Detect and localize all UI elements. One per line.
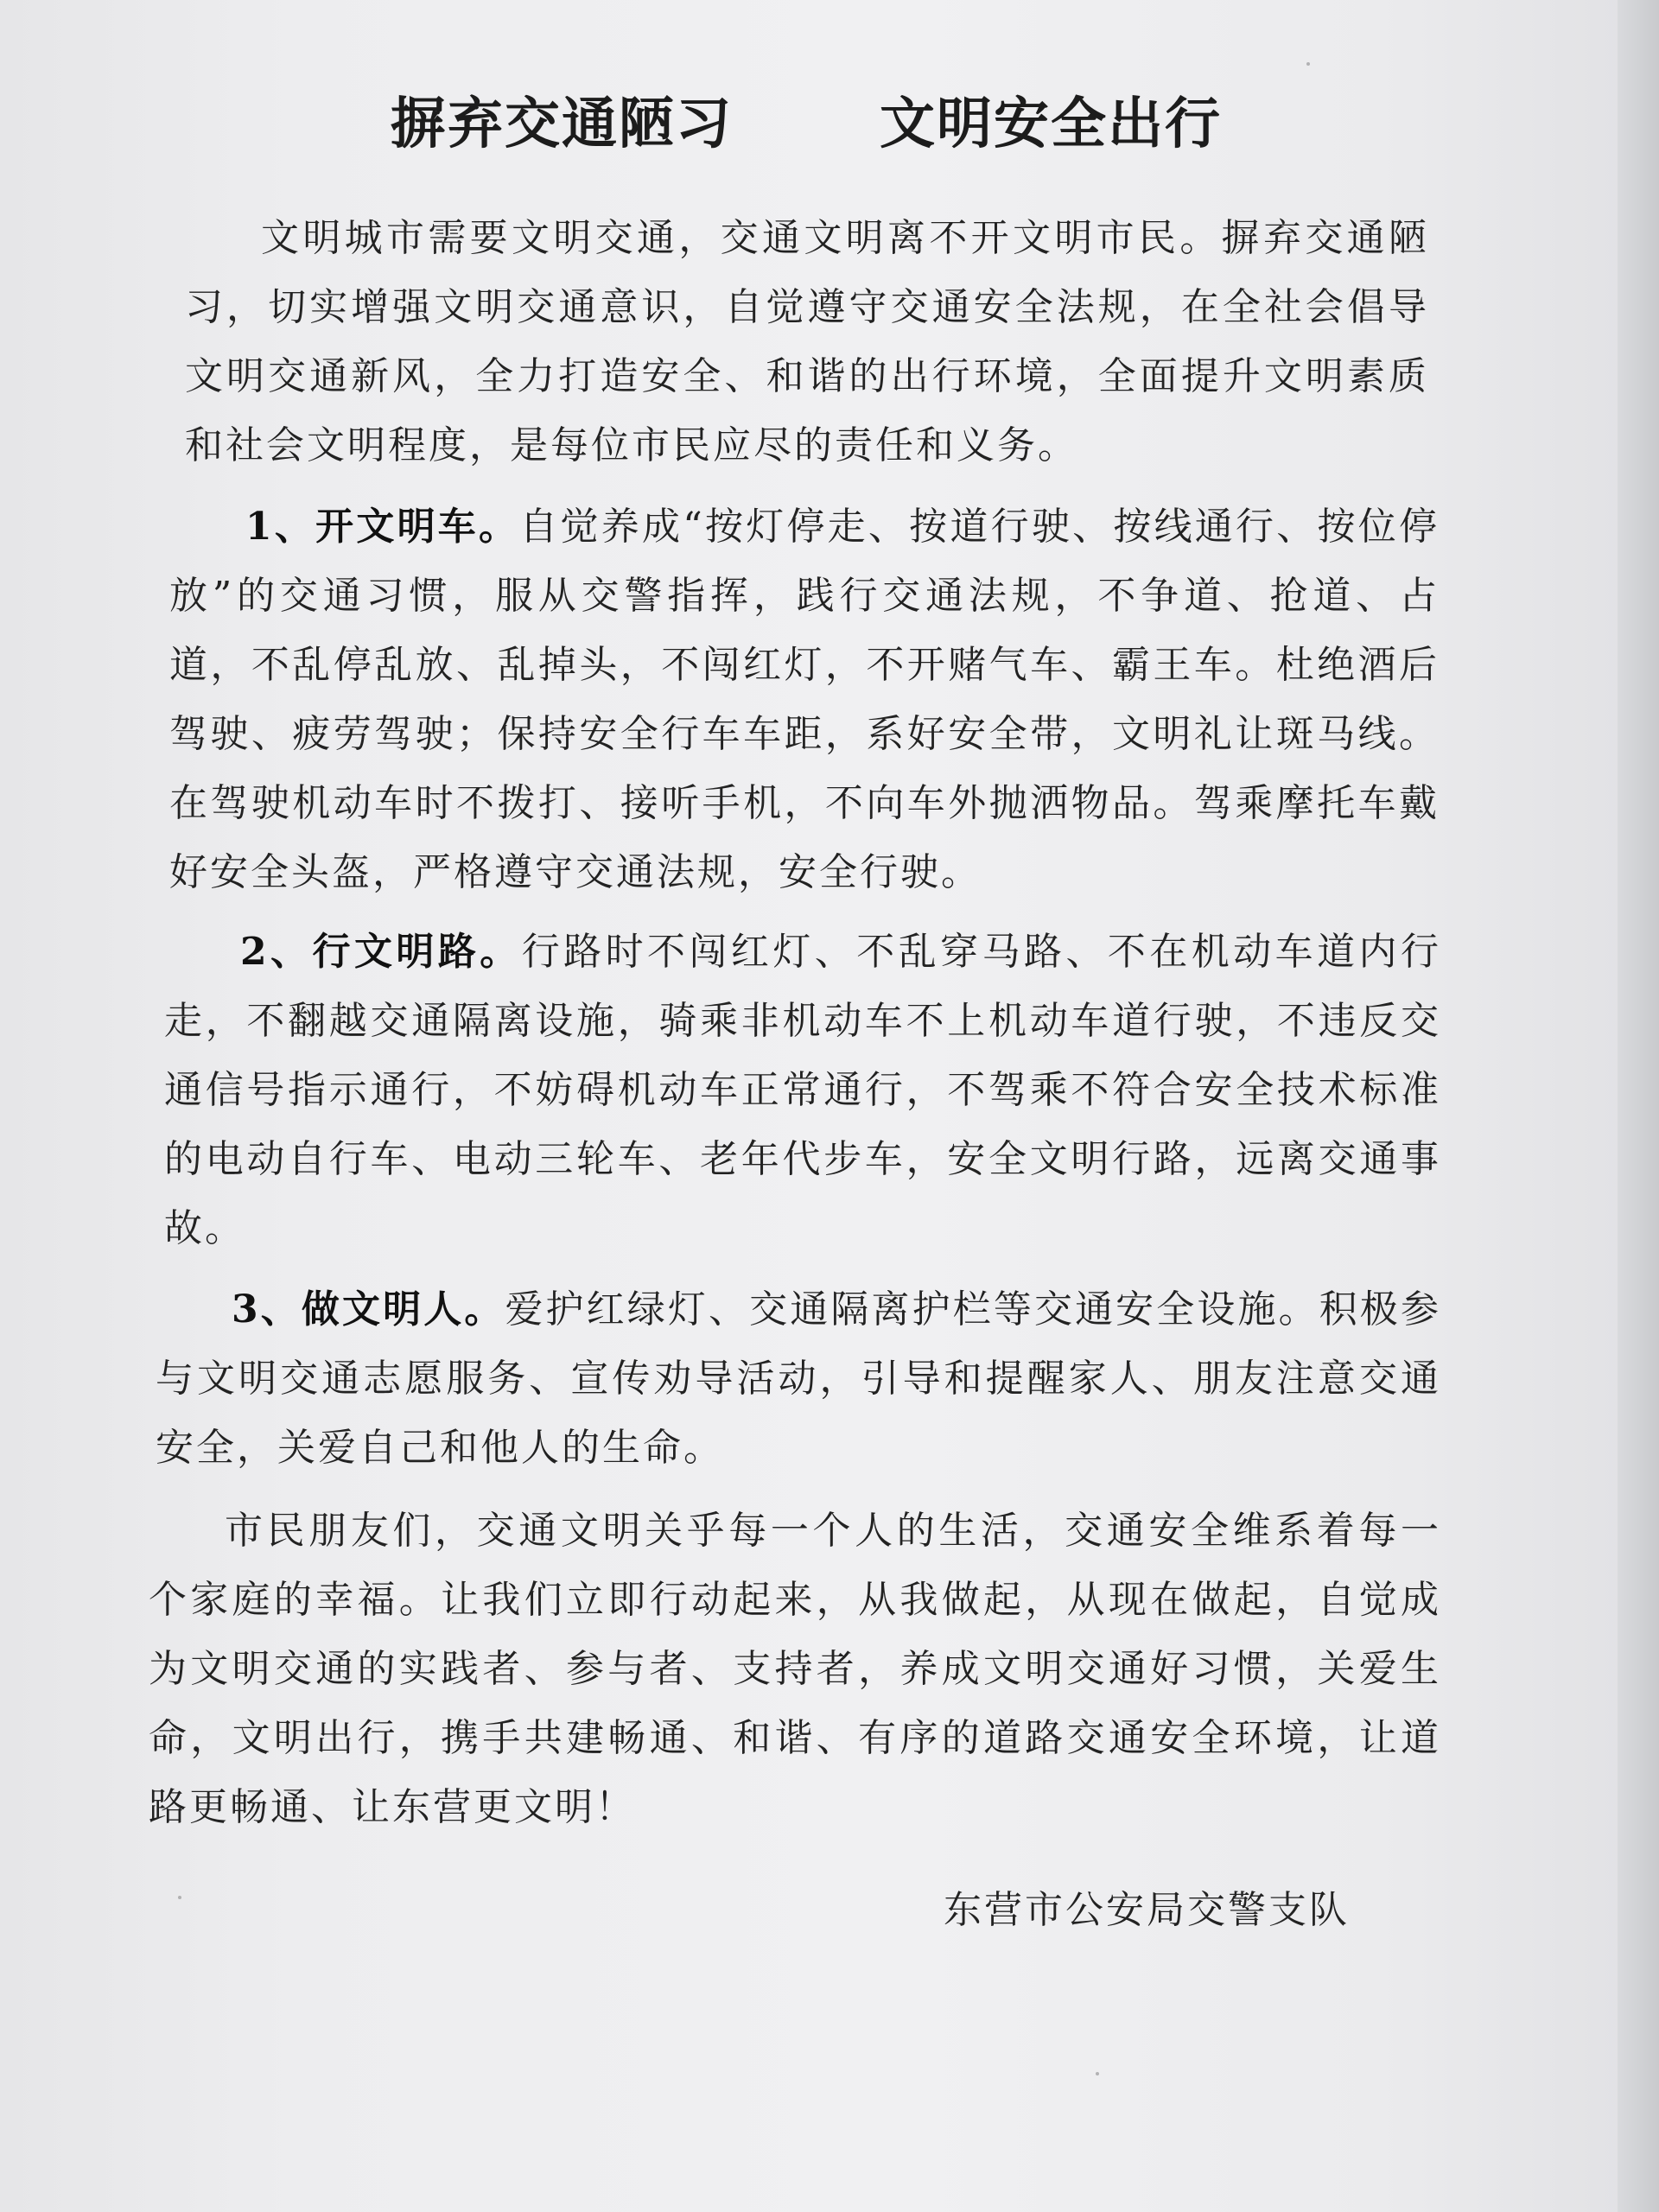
paper-speck xyxy=(178,1896,181,1899)
item-3-text: 爱护红绿灯、交通隔离护栏等交通安全设施。积极参与文明交通志愿服务、宣传劝导活动，引导和提醒家人、朋友注意交通安全，关爱自己和他人的生命。 xyxy=(156,1287,1441,1470)
intro-paragraph: 文明城市需要文明交通，交通文明离不开文明市民。摒弃交通陋习，切实增强文明交通意识，自觉遵守交通安全法规，在全社会倡导文明交通新风，全力打造安全、和谐的出行环境，全面提升文明素质和社会文明程度，是每位市民应尽的责任和义务。 xyxy=(185,216,1429,467)
paper-speck xyxy=(1096,2072,1099,2075)
item-1-text: 自觉养成“按灯停走、按道行驶、按线通行、按位停放”的交通习惯，服从交警指挥，践行交通法规，不争道、抢道、占道，不乱停乱放、乱掉头，不闯红灯，不开赌气车、霸王车。杜绝酒后驾驶、疲劳驾驶；保持安全行车车距，系好安全带，文明礼让斑马线。在驾驶机动车时不拨打、接听手机，不向车外抛洒物品。驾乘摩托车戴好安全头盔，严格遵守交通法规，安全行驶。 xyxy=(169,505,1440,894)
paper-speck xyxy=(1306,62,1310,66)
closing-paragraph: 市民朋友们，交通文明关乎每一个人的生活，交通安全维系着每一个家庭的幸福。让我们立即行动起来，从我做起，从现在做起，自觉成为文明交通的实践者、参与者、支持者，养成文明交通好习惯，关爱生命，文明出行，携手共建畅通、和谐、有序的道路交通安全环境，让道路更畅通、让东营更文明！ xyxy=(149,1509,1441,1829)
item-1-heading: 1、开文明车。 xyxy=(245,505,520,549)
item-2-paragraph xyxy=(164,918,1441,1263)
notice-title xyxy=(0,79,1624,175)
item-3-paragraph xyxy=(156,1275,1441,1483)
item-2-heading: 2、行文明路。 xyxy=(240,930,522,974)
signature: 东营市公安局交警支队 xyxy=(944,1888,1350,1932)
item-1-paragraph xyxy=(169,493,1440,907)
title-part-2: 文明安全出行 xyxy=(880,92,1222,156)
item-3-heading: 3、做文明人。 xyxy=(232,1287,505,1332)
page-edge xyxy=(1618,0,1659,2212)
title-part-1: 摒弃交通陋习 xyxy=(391,92,733,156)
item-2-text: 行路时不闯红灯、不乱穿马路、不在机动车道内行走，不翻越交通隔离设施，骑乘非机动车不上机动车道行驶，不违反交通信号指示通行，不妨碍机动车正常通行，不驾乘不符合安全技术标准的电动自行车、电动三轮车、老年代步车，安全文明行路，远离交通事故。 xyxy=(164,930,1441,1250)
